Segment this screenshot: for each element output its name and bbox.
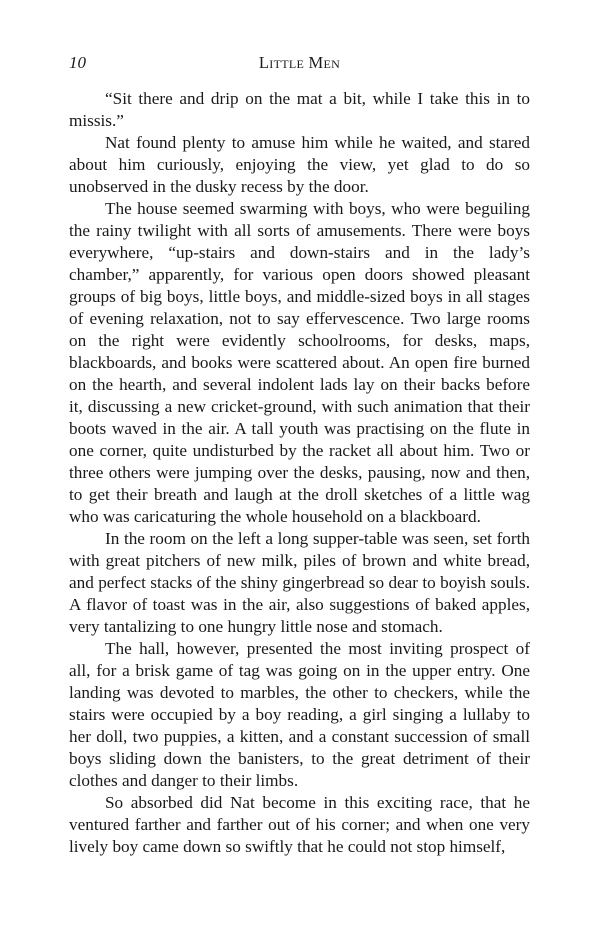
paragraph: The hall, however, presented the most inviting prospect of all, for a brisk game of tag was going on in the upper entry. One landing was devoted to marbles, the other to checkers, while the stairs were occupied by a boy reading, a girl singing a lullaby to her doll, two puppies, a kitten, and a constant succession of small boys sliding down the banisters, to the great detriment of their clothes and danger to their limbs. bbox=[69, 639, 530, 790]
paragraph: So absorbed did Nat become in this exciting race, that he ventured farther and farther out of his corner; and when one very lively boy came down so swiftly that he could not stop himself, bbox=[69, 793, 530, 856]
paragraph: The house seemed swarming with boys, who were beguiling the rainy twilight with all sorts of amusements. There were boys everywhere, “up-stairs and down-stairs and in the lady’s chamber,” apparently, for various open doors showed pleasant groups of big boys, little boys, and middle-sized boys in all stages of evening relaxation, not to say effervescence. Two large rooms on the right were evidently schoolrooms, for desks, maps, blackboards, and books were scattered about. An open fire burned on the hearth, and several indolent lads lay on their backs before it, discussing a new cricket-ground, with such animation that their boots waved in the air. A tall youth was practising on the flute in one corner, quite undisturbed by the racket all about him. Two or three others were jumping over the desks, pausing, now and then, to get their breath and laugh at the droll sketches of a little wag who was caricaturing the whole household on a blackboard. bbox=[69, 199, 530, 526]
page-number: 10 bbox=[69, 53, 86, 72]
text-body[interactable] bbox=[69, 88, 530, 858]
paragraph: Nat found plenty to amuse him while he waited, and stared about him curiously, enjoying the view, yet glad to do so unobserved in the dusky recess by the door. bbox=[69, 133, 530, 196]
paragraph: In the room on the left a long supper-table was seen, set forth with great pitchers of new milk, piles of brown and white bread, and perfect stacks of the shiny gingerbread so dear to boyish souls. A flavor of toast was in the air, also suggestions of baked apples, very tantalizing to one hungry little nose and stomach. bbox=[69, 529, 530, 636]
paragraph: “Sit there and drip on the mat a bit, while I take this in to missis.” bbox=[69, 89, 530, 130]
running-head bbox=[69, 52, 530, 74]
book-title: Little Men bbox=[258, 53, 341, 72]
